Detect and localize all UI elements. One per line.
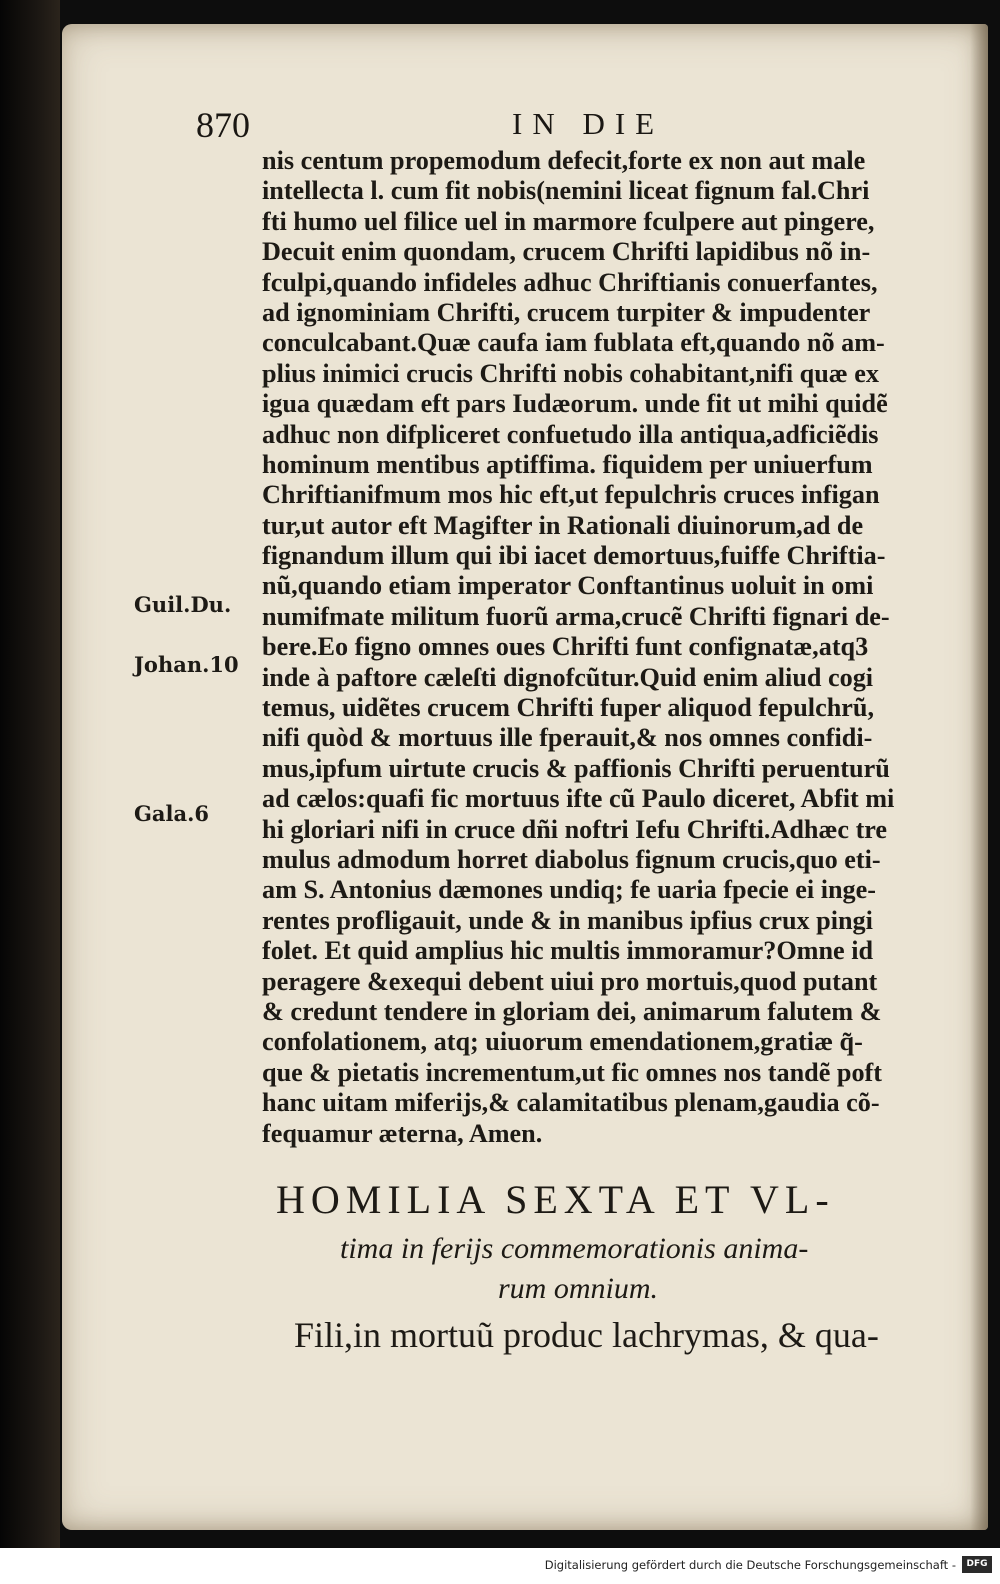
footer-bar (0, 1548, 1000, 1584)
text-line: inde à paftore cæleſti dignofcũtur.Quid enim aliud cogi (262, 662, 874, 692)
text-line: mus,ipfum uirtute crucis & paffionis Chrifti peruenturũ (262, 753, 890, 783)
text-line: temus, uidẽtes crucem Chrifti fuper aliquod fepulchrũ, (262, 693, 874, 723)
text-line: hi gloriari nifi in cruce dñi noftri Iefu Chrifti.Adhæc tre (262, 814, 888, 844)
text-line: que & pietatis incrementum,ut fic omnes nos tandẽ poft (262, 1057, 882, 1087)
text-line: numifmate militum fuorũ arma,crucẽ Chrifti fignari de- (262, 601, 890, 631)
funding-credit: Digitalisierung gefördert durch die Deutsche Forschungsgemeinschaft - (544, 1558, 956, 1572)
book-page (62, 24, 988, 1530)
text-line: mulus admodum horret diabolus fignum crucis,quo eti- (262, 844, 881, 874)
text-line: conculcabant.Quæ caufa iam fublata eft,quando nõ am- (262, 328, 885, 358)
book-spine-shadow (0, 0, 60, 1548)
text-line: nũ,quando etiam imperator Conftantinus uoluit in omi (262, 571, 874, 601)
text-line: bere.Eo figno omnes oues Chrifti funt confignatæ,atq3 (262, 632, 869, 662)
running-head: IN DIE (512, 106, 665, 141)
text-line: fti humo uel filice uel in marmore fculpere aut pingere, (262, 206, 875, 236)
body-text (262, 146, 952, 1149)
margin-note-johan: Johan.10 (134, 652, 239, 677)
homily-incipit: Fili,in mortuũ produc lachrymas, & qua- (294, 1315, 879, 1355)
text-line: folet. Et quid amplius hic multis immoramur?Omne id (262, 936, 874, 966)
text-line: am S. Antonius dæmones undiq; fe uaria fpecie ei inge- (262, 875, 876, 905)
text-line: fignandum illum qui ibi iacet demortuus,fuiffe Chriftia- (262, 541, 886, 571)
text-line: ad ignominiam Chrifti, crucem turpiter & impudenter (262, 297, 871, 327)
dfg-logo-icon: DFG (962, 1556, 992, 1573)
homily-subtitle-line-1: tima in ferijs commemorationis anima- (340, 1232, 809, 1265)
text-line: rentes profligauit, unde & in manibus ipfius crux pingi (262, 905, 873, 935)
text-line: & credunt tendere in gloriam dei, animarum falutem & (262, 996, 882, 1026)
text-line: plius inimici crucis Chrifti nobis cohabitant,nifi quæ ex (262, 358, 879, 388)
text-line: hanc uitam miferijs,& calamitatibus plenam,gaudia cõ- (262, 1088, 880, 1118)
homily-title: HOMILIA SEXTA ET VL- (276, 1177, 835, 1222)
text-line: fculpi,quando infideles adhuc Chriftianis conuerfantes, (262, 267, 878, 297)
margin-note-gala: Gala.6 (134, 801, 210, 826)
text-line: fequamur æterna, Amen. (262, 1118, 543, 1148)
margin-note-guil: Guil.Du. (134, 592, 232, 617)
text-line: adhuc non difpliceret confuetudo illa antiqua,adficiẽdis (262, 419, 879, 449)
homily-subtitle-line-2: rum omnium. (498, 1272, 659, 1305)
text-line: Chriftianifmum mos hic eft,ut fepulchris cruces infigan (262, 480, 880, 510)
text-line: peragere &exequi debent uiui pro mortuis,quod putant (262, 966, 878, 996)
text-line: confolationem, atq; uiuorum emendationem,gratiæ q̃- (262, 1027, 863, 1057)
text-line: hominum mentibus aptiffima. fiquidem per uniuerfum (262, 449, 873, 479)
text-line: intellecta l. cum fit nobis(nemini liceat fignum fal.Chri (262, 176, 870, 206)
text-line: igua quædam eft pars Iudæorum. unde fit ut mihi quidẽ (262, 389, 888, 419)
text-line: nis centum propemodum defecit,forte ex non aut male (262, 146, 866, 175)
text-line: nifi quòd & mortuus ille fperauit,& nos omnes confidi- (262, 723, 873, 753)
text-line: tur,ut autor eft Magifter in Rationali diuinorum,ad de (262, 510, 864, 540)
folio-number: 870 (196, 105, 250, 145)
text-line: Decuit enim quondam, crucem Chrifti lapidibus nõ in- (262, 237, 871, 267)
text-line: ad cælos:quafi fic mortuus ifte cũ Paulo diceret, Abfit mi (262, 784, 895, 814)
